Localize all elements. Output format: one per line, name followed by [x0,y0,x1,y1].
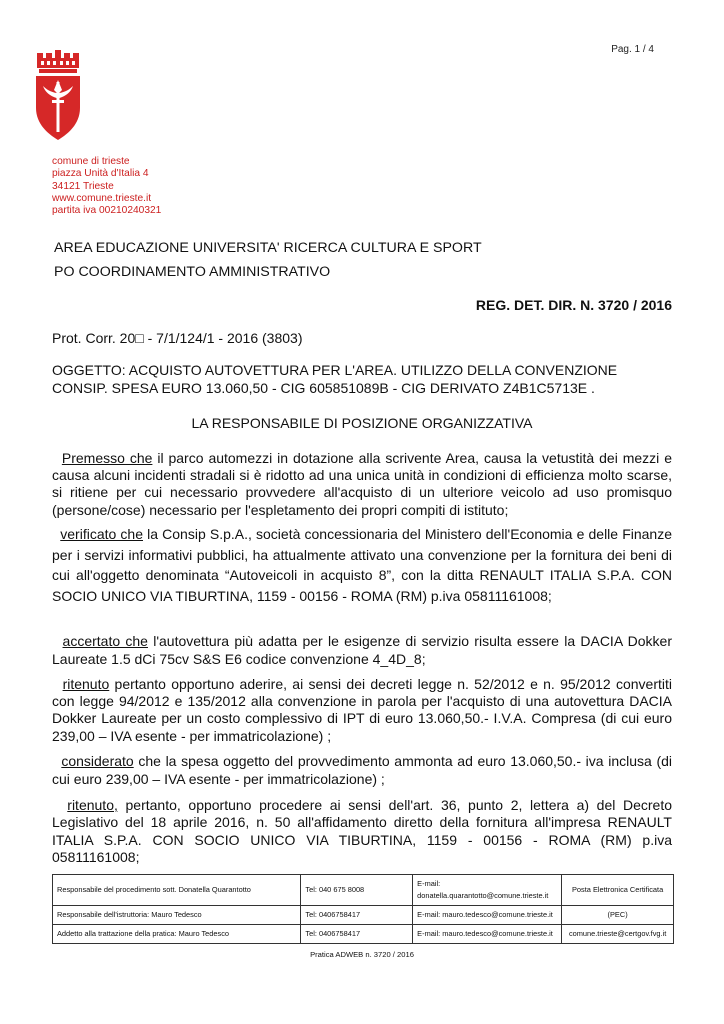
paragraph-lead: ritenuto, [67,797,118,813]
paragraph-premesso [52,450,672,519]
protocol-reference: Prot. Corr. 20□ - 7/1/124/1 - 2016 (3803) [52,330,303,346]
pec-title: Posta Elettronica Certificata [562,875,674,906]
paragraph-ritenuto-affidamento [52,797,672,867]
area-name: AREA EDUCAZIONE UNIVERSITA' RICERCA CULTURA E SPORT [54,240,482,256]
contact-email: E-mail: mauro.tedesco@comune.trieste.it [413,906,562,925]
office-name: PO COORDINAMENTO AMMINISTRATIVO [54,264,331,280]
address-street: piazza Unità d'Italia 4 [52,168,149,180]
contact-tel: Tel: 0406758417 [301,906,413,925]
contact-email-label: E-mail: [417,879,441,888]
paragraph-lead: accertato che [62,633,148,649]
paragraph-text: la Consip S.p.A., società concessionaria del Ministero dell'Economia e delle Finanze per i servizi informativi pubblici, ha attualmente attivato una convenzione per la fornitura dei beni di cui all'oggetto denominata “Autoveicoli in acquisto 8”, con la ditta RENAULT ITALIA S.P.A. CON SOCIO UNICO VIA TIBURTINA, 1159 - 00156 - ROMA (RM) p.iva 05811161008; [52,526,673,604]
paragraph-lead: ritenuto [62,676,110,692]
paragraph-text: il parco automezzi in dotazione alla scrivente Area, causa la vetustità dei mezzi e causa alcuni incidenti stradali si è ridotto ad una unica unità in condizioni di efficienza molto scarse, si ritiene per cui necessario provvedere all'acquisto di un ulteriore veicolo ad uso promisquo (persone/cose) necessario per l'espletamento dei propri compiti di istituto; [52,450,673,518]
address-vat: partita iva 00210240321 [52,205,162,217]
pec-label: (PEC) [562,906,674,925]
department-heading [54,236,482,284]
paragraph-lead: considerato [61,753,134,769]
signatory-heading: LA RESPONSABILE DI POSIZIONE ORGANIZZATIVA [191,415,533,431]
footer-pratica: Pratica ADWEB n. 3720 / 2016 [310,950,414,959]
paragraph-accertato [52,633,672,668]
contact-email-cell [413,875,562,906]
paragraph-lead: verificato che [60,526,143,542]
address-block [52,156,161,217]
contact-role: Responsabile dell'istruttoria: Mauro Tedesco [53,906,301,925]
contact-role: Addetto alla trattazione della pratica: Mauro Tedesco [53,925,301,944]
contact-tel: Tel: 040 675 8008 [301,875,413,906]
paragraph-considerato [52,753,672,788]
contacts-table [52,874,674,944]
paragraph-verificato [52,524,672,606]
contact-role: Responsabile del procedimento sott. Donatella Quarantotto [53,875,301,906]
page-number: Pag. 1 / 4 [611,44,654,55]
contact-tel: Tel: 0406758417 [301,925,413,944]
contact-email: donatella.quarantotto@comune.trieste.it [417,891,549,900]
address-postal: 34121 Trieste [52,180,114,192]
table-row [53,925,674,944]
paragraph-text: pertanto, opportuno procedere ai sensi dell'art. 36, punto 2, lettera a) del Decreto Legislativo del 18 aprile 2016, n. 50 all'affidamento diretto della fornitura all'impresa RENAULT ITALIA S.P.A. CON SOCIO UNICO VIA TIBURTINA, 1159 - 00156 - ROMA (RM) p.iva 05811161008; [52,797,672,866]
trieste-crest-logo [34,50,82,142]
registration-number: REG. DET. DIR. N. 3720 / 2016 [475,297,672,313]
paragraph-lead: Premesso che [61,450,153,466]
contact-email: E-mail: mauro.tedesco@comune.trieste.it [413,925,562,944]
paragraph-ritenuto [52,676,672,745]
paragraph-text: che la spesa oggetto del provvedimento ammonta ad euro 13.060,50.- iva inclusa (di cui euro 239,00 – IVA esente - per immatricolazione) ; [52,753,673,787]
paragraph-text: l'autovettura più adatta per le esigenze di servizio risulta essere la DACIA Dokker Laureate 1.5 dCi 75cv S&S E6 codice convenzione 4_4D_8; [52,633,672,667]
subject-line: OGGETTO: ACQUISTO AUTOVETTURA PER L'AREA. UTILIZZO DELLA CONVENZIONE CONSIP. SPESA EURO 13.060,50 - CIG 605851089B - CIG DERIVATO Z4B1C5713E . [52,362,618,396]
paragraph-text: pertanto opportuno aderire, ai sensi dei decreti legge n. 52/2012 e n. 95/2012 convertiti con legge 94/2012 e 135/2012 alla convenzione in parola per l'acquisto di una autovettura DACIA Dokker Laureate per un costo complessivo di IPT di euro 13.060,50.- I.V.A. Compresa (di cui euro 239,00 – IVA esente - per immatricolazione) ; [52,676,672,744]
table-row [53,875,674,906]
table-row [53,906,674,925]
address-city-name: comune di trieste [52,156,130,167]
pec-address: comune.trieste@certgov.fvg.it [562,925,674,944]
address-website: www.comune.trieste.it [52,192,152,204]
